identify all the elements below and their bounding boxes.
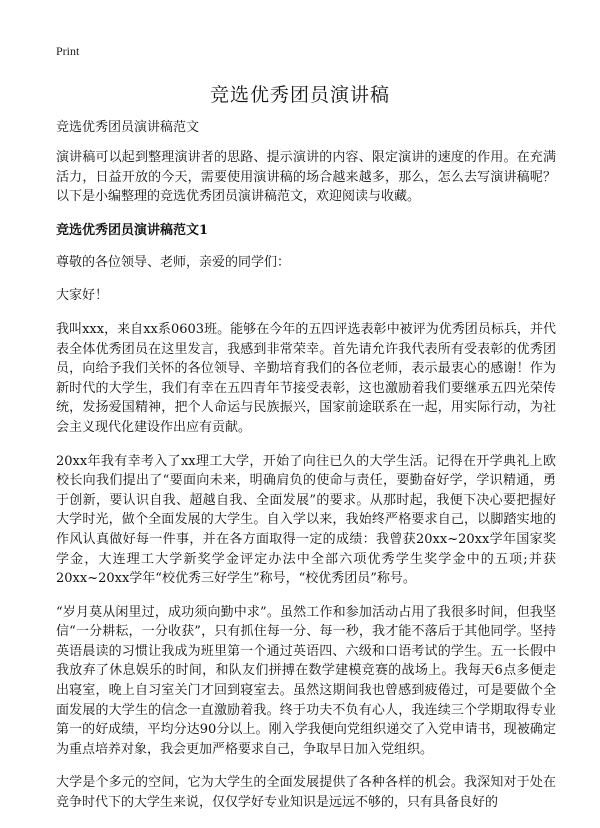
document-body <box>56 118 556 827</box>
body-paragraph: “岁月莫从闲里过，成功须向勤中求”。虽然工作和参加活动占用了我很多时间，但我坚信“一分耕耘，一分收获”，只有抓住每一分、每一秒，我才能不落后于其他同学。坚持英语晨读的习惯让我成为班里第一个通过英语四、六级和口语考试的学生。五一长假中我放弃了休息娱乐的时间，和队友们拼搏在数学建模竞赛的战场上。我每天6点多便走出寝室，晚上自习室关门才回到寝室去。虽然这期间我也曾感到疲倦过，可是要做个全面发展的大学生的信念一直激励着我。终于功夫不负有心人，我连续三个学期取得专业第一的好成绩，平均分达90分以上。刚入学我便向党组织递交了入党申请书，现被确定为重点培养对象，我会更加严格要求自己，争取早日加入党组织。 <box>56 604 556 757</box>
body-paragraph: 我叫xxx，来自xx系0603班。能够在今年的五四评选表彰中被评为优秀团员标兵，并代表全体优秀团员在这里发言，我感到非常荣幸。首先请允许我代表所有受表彰的优秀团员，向给予我们关怀的各位领导、辛勤培育我们的各位老师，表示最衷心的感谢！作为新时代的大学生，我们有幸在五四青年节接受表彰，这也激励着我们要继承五四光荣传统，发扬爱国精神，把个人命运与民族振兴，国家前途联系在一起，用实际行动，为社会主义现代化建设作出应有贡献。 <box>56 321 556 435</box>
document-title: 竞选优秀团员演讲稿 <box>209 84 390 106</box>
hello-paragraph: 大家好！ <box>56 288 109 304</box>
intro-paragraph: 演讲稿可以起到整理演讲者的思路、提示演讲的内容、限定演讲的速度的作用。在充满活力，日益开放的今天，需要使用演讲稿的场合越来越多，那么，怎么去写演讲稿呢？以下是小编整理的竞选优秀团员演讲稿范文，欢迎阅读与收藏。 <box>56 150 556 205</box>
greeting-paragraph: 尊敬的各位领导、老师，亲爱的同学们： <box>56 254 291 270</box>
print-link[interactable]: Print <box>56 44 80 58</box>
document-subtitle: 竞选优秀团员演讲稿范文 <box>56 120 200 135</box>
section-heading: 竞选优秀团员演讲稿范文1 <box>56 222 209 238</box>
body-paragraph: 20xx年我有幸考入了xx理工大学，开始了向往已久的大学生活。记得在开学典礼上欧校长向我们提出了“要面向未来，明确肩负的使命与责任，要勤奋好学，学识精通，勇于创新，要认识自我、超越自我、全面发展”的要求。从那时起，我便下决心要把握好大学时光，做个全面发展的大学生。自入学以来，我始终严格要求自己，以脚踏实地的作风认真做好每一件事，并在各方面取得一定的成绩：我曾获20xx~20xx学年国家奖学金，大连理工大学新奖学金评定办法中全部六项优秀学生奖学金中的五项;并获20xx~20xx学年“校优秀三好学生”称号，“校优秀团员”称号。 <box>56 453 556 587</box>
body-paragraph: 大学是个多元的空间，它为大学生的全面发展提供了各种各样的机会。我深知对于处在竞争时代下的大学生来说，仅仅学好专业知识是远远不够的，只有具备良好的 <box>56 775 556 811</box>
